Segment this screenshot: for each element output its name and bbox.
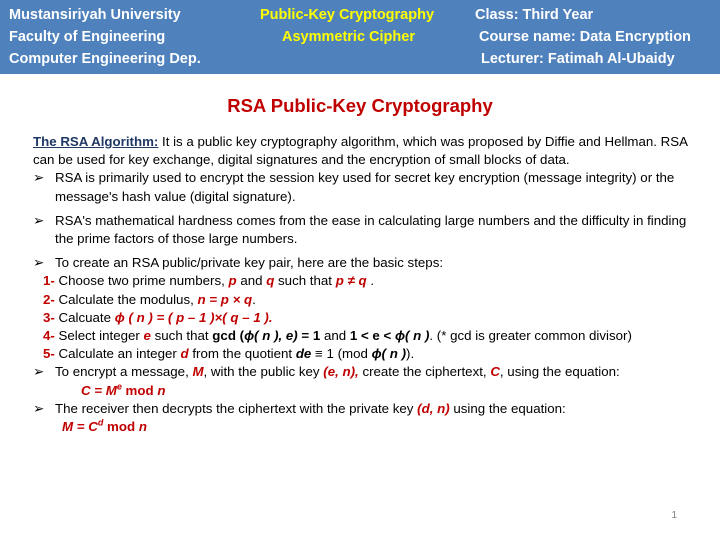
arrow-bullet-icon: ➢ bbox=[33, 170, 45, 186]
page-number: 1 bbox=[671, 510, 677, 521]
step-text: Choose two prime numbers, bbox=[54, 273, 229, 289]
bullet-text: The receiver then decrypts the ciphertext with the private key bbox=[55, 400, 418, 416]
step-text: . (* gcd is greater common divisor) bbox=[429, 328, 632, 344]
step-number: 4- bbox=[43, 328, 55, 344]
step-1 bbox=[33, 272, 701, 290]
gcd-open: gcd ( bbox=[212, 328, 245, 344]
step-text: Select integer bbox=[54, 328, 144, 344]
eq-mod: mod bbox=[103, 419, 139, 435]
step-text: . bbox=[366, 273, 375, 289]
step-number: 2- bbox=[43, 291, 55, 307]
eq-n: n bbox=[138, 419, 147, 435]
var-p: p bbox=[228, 273, 237, 289]
university-name: Mustansiriyah University bbox=[9, 7, 181, 23]
bullet-text: create the ciphertext, bbox=[358, 364, 491, 380]
step-text: Calculate an integer bbox=[54, 346, 181, 362]
bullet-text: To encrypt a message, bbox=[55, 364, 193, 380]
eq-lhs: M = C bbox=[62, 419, 98, 435]
range-open: 1 < e < bbox=[349, 328, 395, 344]
slide-title: RSA Public-Key Cryptography bbox=[227, 95, 493, 116]
topic-label: Public-Key Cryptography bbox=[260, 7, 435, 23]
arrow-bullet-icon: ➢ bbox=[33, 400, 45, 416]
bullet-keypair bbox=[33, 254, 701, 272]
class-label: Class: Third Year bbox=[475, 7, 594, 23]
var-M: M bbox=[192, 364, 204, 380]
step-number: 3- bbox=[43, 309, 55, 325]
condition: p ≠ q bbox=[335, 273, 367, 289]
step-text: and bbox=[236, 273, 267, 289]
arrow-bullet-icon: ➢ bbox=[33, 212, 45, 228]
var-C: C bbox=[490, 364, 500, 380]
eq-n: n bbox=[157, 382, 166, 398]
bullet-text: RSA is primarily used to encrypt the session key used for secret key encryption (message integrity) or the message's hash value (digital signature). bbox=[55, 170, 675, 204]
step-text: such that bbox=[150, 328, 213, 344]
step-text: Calculate the modulus, bbox=[54, 291, 198, 307]
step-text: ). bbox=[406, 346, 415, 362]
subtopic-label: Asymmetric Cipher bbox=[282, 29, 415, 45]
header-banner bbox=[0, 0, 720, 74]
encrypt-equation bbox=[33, 382, 701, 400]
modulus-equation: n = p × q bbox=[197, 291, 253, 307]
decrypt-equation bbox=[33, 418, 701, 436]
step-2 bbox=[33, 291, 701, 309]
course-label: Course name: Data Encryption bbox=[479, 29, 691, 45]
bullet-text: RSA's mathematical hardness comes from the ease in calculating large numbers and the difficulty in finding the prime factors of those large numbers. bbox=[55, 212, 687, 247]
step-number: 1- bbox=[43, 273, 55, 289]
var-q: q bbox=[266, 273, 275, 289]
step-text: . bbox=[252, 291, 256, 307]
step-5 bbox=[33, 345, 701, 363]
bullet-encrypt bbox=[33, 363, 701, 381]
bullet-decrypt bbox=[33, 400, 701, 418]
bullet-hardness bbox=[33, 212, 701, 248]
intro-label: The RSA Algorithm: bbox=[33, 134, 159, 149]
var-e: e bbox=[143, 328, 151, 344]
faculty-name: Faculty of Engineering bbox=[9, 29, 166, 45]
arrow-bullet-icon: ➢ bbox=[33, 255, 45, 271]
slide-content bbox=[33, 133, 701, 436]
step-text: Calcuate bbox=[54, 309, 115, 325]
bullet-text: To create an RSA public/private key pair, here are the basic steps: bbox=[55, 255, 444, 271]
eq-exponent: d bbox=[97, 417, 104, 428]
private-key: (d, n) bbox=[417, 400, 450, 416]
step-number: 5- bbox=[43, 346, 55, 362]
department-name: Computer Engineering Dep. bbox=[9, 51, 201, 67]
bullet-text: , using the equation: bbox=[499, 364, 620, 380]
intro-paragraph bbox=[33, 133, 701, 169]
eq-exponent: e bbox=[116, 381, 122, 392]
intro-text: It is a public key cryptography algorithm, which was proposed by Diffie and Hellman. RSA can be used for key exchange, digital signatures and the encryption of small blocks of data. bbox=[33, 134, 688, 168]
congruence: ≡ 1 (mod bbox=[311, 346, 372, 362]
lecturer-label: Lecturer: Fatimah Al-Ubaidy bbox=[481, 51, 675, 67]
arrow-bullet-icon: ➢ bbox=[33, 364, 45, 380]
step-text: from the quotient bbox=[188, 346, 296, 362]
public-key: (e, n), bbox=[323, 364, 359, 380]
phi-equation: ϕ ( n ) = ( p – 1 )×( q – 1 ). bbox=[114, 309, 273, 325]
var-d: d bbox=[180, 346, 189, 362]
bullet-text: , with the public key bbox=[203, 364, 324, 380]
mod-phi: ϕ( n ) bbox=[371, 346, 407, 362]
eq-mod: mod bbox=[121, 382, 158, 398]
bullet-usage bbox=[33, 169, 701, 205]
step-3 bbox=[33, 309, 701, 327]
gcd-args: ϕ( n ), e) bbox=[244, 328, 298, 344]
eq-lhs: C = M bbox=[81, 382, 117, 398]
step-4 bbox=[33, 327, 701, 345]
step-text: and bbox=[320, 328, 350, 344]
step-text: such that bbox=[274, 273, 336, 289]
range-phi: ϕ( n ) bbox=[394, 328, 430, 344]
bullet-text: using the equation: bbox=[449, 400, 566, 416]
var-de: de bbox=[295, 346, 312, 362]
gcd-result: = 1 bbox=[297, 328, 321, 344]
